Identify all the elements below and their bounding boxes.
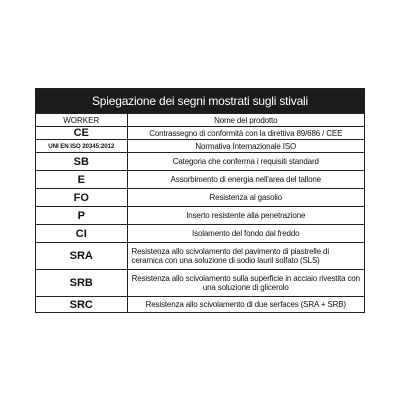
table-row xyxy=(36,153,364,171)
table-row xyxy=(36,225,364,243)
marking-code: P xyxy=(36,207,127,225)
table-row xyxy=(36,207,364,225)
marking-code: SRB xyxy=(36,270,127,297)
table-row xyxy=(36,171,364,189)
header-description-cell: Nome del prodotto xyxy=(127,114,364,127)
table-header-row xyxy=(36,114,364,127)
table-row xyxy=(36,243,364,270)
table-row xyxy=(36,127,364,140)
marking-description: Inserto resistente alla penetrazione xyxy=(127,207,364,225)
marking-code: SRC xyxy=(36,297,127,313)
table-row xyxy=(36,270,364,297)
marking-code: E xyxy=(36,171,127,189)
marking-code: SB xyxy=(36,153,127,171)
marking-description: Resistenza al gasolio xyxy=(127,189,364,207)
marking-description: Resistenza allo scivolamento di due serfaces (SRA + SRB) xyxy=(145,300,346,309)
markings-table xyxy=(35,88,365,313)
marking-code: UNI EN ISO 20345:2012 xyxy=(36,140,127,153)
table-row xyxy=(36,189,364,207)
table-title: Spiegazione dei segni mostrati sugli stivali xyxy=(36,89,364,114)
header-code-cell: WORKER xyxy=(36,114,127,127)
table-row xyxy=(36,140,364,153)
table-row xyxy=(36,297,364,313)
marking-description: Resistenza allo scivolamento sulla superficie in acciaio rivestita con una soluzione di glicerolo xyxy=(127,270,364,297)
marking-description: Isolamento del fondo dal freddo xyxy=(127,225,364,243)
marking-description: Assorbimento di energia nell'area del tallone xyxy=(127,171,364,189)
markings-grid xyxy=(36,114,364,312)
marking-code: CI xyxy=(36,225,127,243)
marking-code: FO xyxy=(36,189,127,207)
marking-code: SRA xyxy=(36,243,127,270)
marking-description: Contrassegno di conformità con la direttiva 89/686 / CEE xyxy=(127,127,364,140)
marking-description: Normativa Internazionale ISO xyxy=(127,140,364,153)
marking-code: CE xyxy=(36,127,127,140)
marking-description: Resistenza allo scivolamento del pavimento di piastrelle di ceramica con una soluzione di sodio lauril solfato (SLS) xyxy=(127,243,364,270)
marking-description: Categoria che conferma i requisiti standard xyxy=(127,153,364,171)
